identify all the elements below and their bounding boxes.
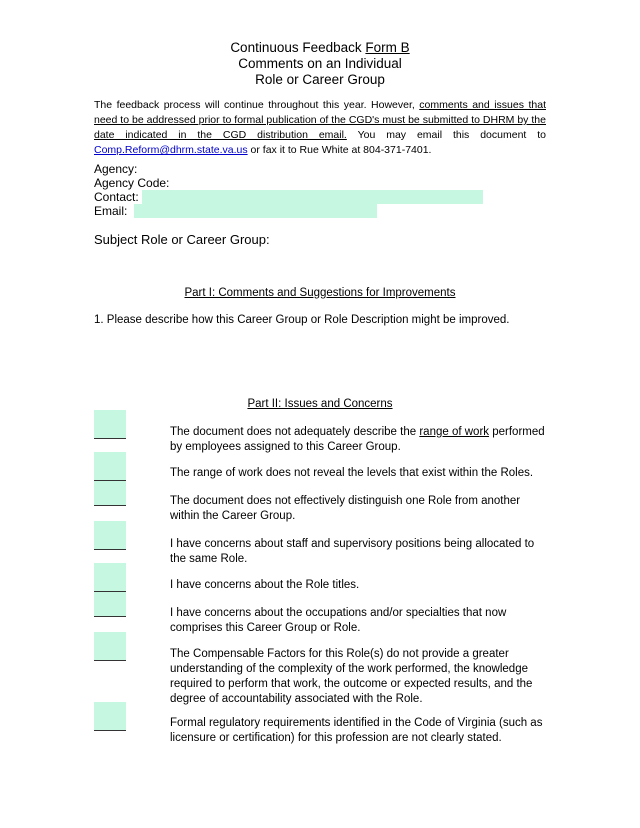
checkbox-item2[interactable] bbox=[94, 452, 126, 481]
part1-question: 1. Please describe how this Career Group or Role Description might be improved. bbox=[94, 314, 510, 326]
intro-paragraph: The feedback process will continue throughout this year. However, comments and issues that need to be addressed prior to formal publication of the CGD's must be submitted to DHRM by the date indicated in the CGD distribution email. You may email this document to Comp.Reform@dhrm.state.va.us or fax it to Rue White at 804-371-7401. bbox=[94, 99, 546, 156]
email-label: Email: bbox=[94, 204, 128, 218]
issue-item-7: The Compensable Factors for this Role(s) do not provide a greater understanding of the complexity of the work performed, the knowledge required to perform that work, the outcome or expected results, and the degree of accountability associated with the Role. bbox=[170, 648, 533, 705]
part2-heading: Part II: Issues and Concerns bbox=[247, 398, 393, 410]
checkbox-item8[interactable] bbox=[94, 702, 126, 731]
issue-item-4: I have concerns about staff and supervisory positions being allocated to the same Role. bbox=[170, 538, 535, 565]
checkbox-item7[interactable] bbox=[94, 632, 126, 661]
form-title-line2: Comments on an Individual bbox=[238, 56, 402, 71]
issue-item-5: I have concerns about the Role titles. bbox=[170, 579, 360, 591]
form-title-line3: Role or Career Group bbox=[255, 72, 385, 87]
checkbox-item1[interactable] bbox=[94, 410, 126, 439]
checkbox-item6[interactable] bbox=[94, 592, 126, 617]
form-letter: Form B bbox=[365, 40, 410, 55]
form-title-text: Continuous Feedback bbox=[230, 40, 366, 55]
issue-item-2: The range of work does not reveal the levels that exist within the Roles. bbox=[170, 467, 534, 479]
issue-item-8: Formal regulatory requirements identified in the Code of Virginia (such as licensure or certification) for this profession are not clearly stated. bbox=[170, 717, 543, 744]
email-link[interactable]: Comp.Reform@dhrm.state.va.us bbox=[94, 144, 248, 156]
part1-heading: Part I: Comments and Suggestions for Improvements bbox=[184, 287, 456, 299]
subject-role-label: Subject Role or Career Group: bbox=[94, 232, 270, 247]
range-of-work-emphasis: range of work bbox=[419, 426, 490, 438]
deadline-note: comments and issues that need to be addressed prior to formal publication of the CGD's must be submitted to DHRM by the date indicated in the CGD distribution email. bbox=[94, 99, 546, 141]
agency-code-label: Agency Code: bbox=[94, 176, 170, 190]
checkbox-item5[interactable] bbox=[94, 563, 126, 592]
issue-item-6: I have concerns about the occupations and/or specialties that now comprises this Career Group or Role. bbox=[170, 607, 507, 634]
form-title-line1 bbox=[0, 40, 640, 56]
contact-label: Contact: bbox=[94, 190, 139, 204]
contact-field[interactable] bbox=[142, 190, 483, 204]
agency-label: Agency: bbox=[94, 162, 138, 176]
issue-item-3: The document does not effectively distinguish one Role from another within the Career Group. bbox=[170, 495, 521, 522]
checkbox-item3[interactable] bbox=[94, 481, 126, 506]
issue-item-1: The document does not adequately describe the range of work performed by employees assigned to this Career Group. bbox=[170, 426, 545, 453]
email-field[interactable] bbox=[134, 204, 377, 218]
checkbox-item4[interactable] bbox=[94, 521, 126, 550]
